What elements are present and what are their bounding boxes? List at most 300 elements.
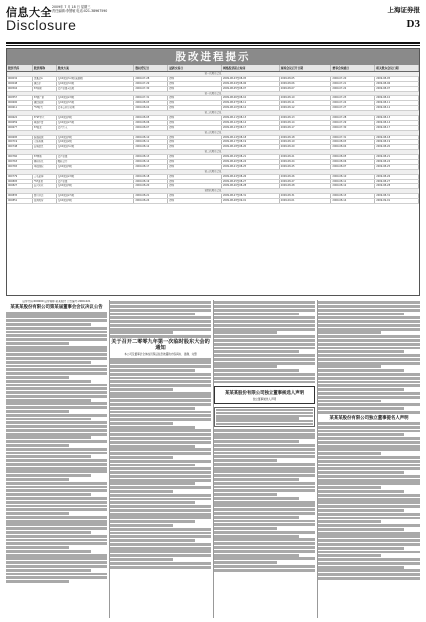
text-line [6,467,107,470]
text-line [110,392,211,395]
table-cell: 2009-08-03 [331,140,375,144]
text-line [110,558,173,561]
masthead-rule-thin [6,45,420,46]
table-cell: 停牌 [168,136,222,140]
table-cell: 2009-07-30 [134,87,168,91]
table-cell: 000760 [7,155,33,159]
text-line [6,433,107,436]
table-cell: 滨海能源 [33,136,57,140]
table-cell: 000032 [7,77,33,81]
announcement-column-2 [110,300,211,618]
text-line [6,470,107,473]
text-line [214,459,277,462]
table-cell: 吸收合并 [57,160,135,164]
table-cell: 2009-08-17 [280,126,332,130]
text-line [110,448,211,451]
table-cell: 2009-08-10 [331,175,375,179]
text-line [318,369,404,372]
text-line [6,448,107,451]
table-cell: 每10股送2.5股 [57,121,135,125]
text-line [214,482,315,485]
table-cell: 资产重组 [57,180,135,184]
table-cell: 停牌 [168,82,222,86]
table-cell: 2009-08-24 [280,160,332,164]
text-line [214,343,315,346]
table-cell: 2009-08-10 [280,96,332,100]
text-line [6,561,107,564]
header-cell: 股权登记日 [134,65,168,71]
text-line [110,418,211,421]
text-line [6,436,91,439]
text-line [6,516,107,519]
text-line [318,433,404,436]
text-line [318,558,420,561]
announcement-column-4 [318,300,420,618]
text-line [214,320,315,323]
body-text [318,301,420,414]
table-cell: 2009-08-18 [134,175,168,179]
text-line [110,524,173,527]
text-line [110,509,211,512]
table-cell: 000611 [7,106,33,110]
text-line [6,402,107,405]
table-cell: 2009-08-06 [134,121,168,125]
table-cell: 2009-08-11至08-13 [222,116,280,120]
table-cell: 2009-08-27 [375,180,419,184]
text-line [110,437,211,440]
text-line [318,448,420,451]
table-cell: 000719 [7,140,33,144]
text-line [318,535,420,538]
text-line [214,542,315,545]
body-text [318,422,420,580]
text-line [214,504,315,507]
text-line [318,569,420,572]
table-cell: 2009-08-10 [134,136,168,140]
announcement-heading: 某某某股份有限公司第某届董事会会议决议公告 [10,305,103,311]
text-line [6,512,69,515]
text-line [214,565,315,568]
group-label: 第三次股东会议 [204,169,222,173]
text-line [318,456,420,459]
text-line [214,561,277,564]
header-cell: 网络投票起止时间 [222,65,280,71]
table-cell: 2009-08-10至08-12 [222,106,280,110]
text-line [214,474,315,477]
text-line [214,369,299,372]
text-line [6,429,107,432]
table-cell: 资产注入 [57,126,135,130]
table-cell: 停牌 [168,160,222,164]
text-line [214,550,315,553]
text-line [6,576,107,579]
table-cell: 2009-08-25 [375,165,419,169]
table-cell: 每10股送3.5股 [57,101,135,105]
table-cell: 000779 [7,175,33,179]
table-cell: 锦州石化 [33,160,57,164]
text-line [110,301,211,304]
text-line [318,528,404,531]
text-line [214,448,315,451]
text-line [110,407,195,410]
table-cell: 2009-08-12 [280,106,332,110]
table-cell: 2009-08-11 [331,180,375,184]
text-line [6,535,107,538]
text-line [110,328,211,331]
header-cell: 现场会议召开日期 [280,65,332,71]
text-line [110,429,211,432]
table-cell: 2009-08-10 [375,96,419,100]
newspaper-name: 上海证券报 [387,6,420,14]
table-cell: 2009-08-14 [134,160,168,164]
text-line [318,464,420,467]
table-cell: 2009-07-28 [331,116,375,120]
text-line [214,440,299,443]
text-line [318,501,420,504]
text-line [318,388,404,391]
text-line [318,573,420,576]
table-cell: 2009-08-07 [134,126,168,130]
announcements-area [6,300,420,618]
table-cell: 2009-08-07 [331,165,375,169]
table-cell: 每10股送3.2股 [57,145,135,149]
text-line [214,497,299,500]
text-line [6,440,107,443]
table-cell: 000659 [7,121,33,125]
text-line [6,455,91,458]
table-cell: 2009-07-24 [331,101,375,105]
table-cell: 2009-07-29 [134,82,168,86]
text-line [110,335,211,338]
table-cell: *ST时代 [33,106,57,110]
announcement-column-3 [214,300,315,618]
table-cell: 2009-08-28 [280,184,332,188]
table-cell: 2009-08-03 [134,101,168,105]
table-cell: 2009-07-30 [331,126,375,130]
table-cell: 资本公积金转增 [57,106,135,110]
text-line [214,381,315,384]
table-cell: 每10股送2.8股 [57,175,135,179]
text-line [318,400,381,403]
table-title: 股改进程提示 [7,49,419,65]
text-line [110,331,173,334]
text-line [110,532,211,535]
table-cell: 000695 [7,136,33,140]
brand-title: 信息大全 [6,6,52,19]
table-cell: 2009-08-12至08-14 [222,121,280,125]
text-line [6,319,107,322]
text-line [6,410,69,413]
text-line [318,486,381,489]
text-line [318,343,420,346]
text-line [110,305,211,308]
text-line [318,365,381,368]
text-line [318,407,404,410]
masthead-meta [52,5,107,13]
text-line [214,335,315,338]
text-line [318,350,404,353]
text-line [214,316,315,319]
text-line [6,546,69,549]
text-line [6,376,69,379]
text-line [6,380,91,383]
table-cell: 2009-08-21至08-25 [222,165,280,169]
text-line [318,445,420,448]
announcement-code: 证券代码:000000 证券简称:某某股份 公告编号:2009-021 [22,300,91,303]
text-line [110,313,195,316]
text-line [318,305,420,308]
text-line [214,508,315,511]
text-line [318,441,420,444]
text-line [6,315,107,318]
table-cell: 2009-08-17至08-19 [222,140,280,144]
table-cell: 2009-08-24 [375,160,419,164]
table-cell: 000748 [7,145,33,149]
text-line [318,309,420,312]
table-cell: 2009-08-14至08-18 [222,136,280,140]
text-line [110,373,211,376]
text-line [214,455,315,458]
text-line [6,342,69,345]
table-cell: 2009-08-31 [375,194,419,198]
page-number: D3 [406,18,420,30]
text-line [214,309,315,312]
text-line [110,513,211,516]
table-body [7,72,419,204]
text-line [110,384,211,387]
text-line [318,494,420,497]
table-cell: 2009-08-25 [280,165,332,169]
table-cell: 2009-08-21 [375,155,419,159]
text-line [110,528,211,531]
text-line [318,479,420,482]
text-line [6,478,69,481]
table-cell: 2009-08-19 [375,140,419,144]
text-line [318,509,404,512]
text-line [318,437,420,440]
text-line [110,471,211,474]
text-line [110,490,173,493]
text-line [318,551,420,554]
text-line [214,516,299,519]
text-line [214,486,315,489]
table-cell: 每10股送2.5股 [57,194,135,198]
text-line [214,444,315,447]
table-cell: 000557 [7,96,33,100]
table-cell: 2009-08-27 [280,180,332,184]
table-cell: 2009-08-14 [331,199,375,203]
table-cell: 2009-07-21 [331,82,375,86]
table-cell: 资产重组 [57,155,135,159]
text-line [214,523,315,526]
table-cell: 2009-08-25至08-27 [222,180,280,184]
text-line [110,433,211,436]
table-cell: 四川圣达 [33,194,57,198]
body-text [110,358,211,569]
table-cell: 康达尔 [33,82,57,86]
header-cell: 董事会沟通日 [331,65,375,71]
text-line [318,331,381,334]
text-line [214,313,299,316]
table-cell: S*ST恒立 [33,116,57,120]
text-line [110,554,211,557]
table-cell: 停牌 [168,194,222,198]
table-cell: 2009-08-05 [331,155,375,159]
table-cell: 停牌 [168,87,222,91]
table-cell: 2009-08-04 [331,145,375,149]
table-cell: 华信国际 [33,165,57,169]
text-line [318,452,381,455]
text-line [318,471,404,474]
text-line [318,422,420,425]
text-line [318,403,420,406]
text-line [214,463,315,466]
text-line [6,459,107,462]
table-cell: 2009-08-04至08-06 [222,82,280,86]
text-line [214,527,277,530]
text-line [214,520,315,523]
table-cell: 每10股送3股 [57,165,135,169]
text-line [110,452,211,455]
text-line [6,391,107,394]
table-cell: 2009-08-06 [280,82,332,86]
table-cell: 2009-08-13 [331,194,375,198]
text-line [318,547,404,550]
table-header [7,65,419,72]
group-label: 第四次股东会议 [204,189,222,193]
text-line [6,486,107,489]
text-line [110,550,211,553]
table-cell: 长兴实业 [33,184,57,188]
table-cell: 2009-08-06 [375,82,419,86]
text-line [214,535,299,538]
table-cell: ST博盈 [33,155,57,159]
text-line [214,554,299,557]
text-line [110,403,211,406]
announcement-subtitle: 独立董事候选人声明 [252,397,277,401]
text-line [6,353,107,356]
table-cell: 大地传媒 [33,140,57,144]
header-cell: 相关股东会议日期 [375,65,419,71]
text-line [6,565,107,568]
table-cell: 000851 [7,199,33,203]
text-line [318,354,420,357]
table-cell: 000048 [7,82,33,86]
text-line [214,512,315,515]
table-cell: 高鸿股份 [33,199,57,203]
text-line [318,381,420,384]
text-line [214,467,315,470]
text-line [6,361,91,364]
text-line [110,358,211,361]
table-cell: 2009-08-07至08-11 [222,101,280,105]
table-cell: 2009-08-06至08-10 [222,96,280,100]
text-line [110,516,211,519]
table-cell: 停牌 [168,121,222,125]
text-line [318,430,420,433]
text-line [110,475,211,478]
text-line [110,520,195,523]
text-line [6,346,107,349]
text-line [6,349,107,352]
text-line [110,562,211,565]
table-cell: 000765 [7,165,33,169]
table-cell: 每10股送3.0股 [57,82,135,86]
text-line [318,532,420,535]
text-line [6,542,107,545]
text-line [110,324,211,327]
table-cell: 2009-08-17 [375,126,419,130]
table-cell: 2009-09-01 [375,199,419,203]
table-cell: 停牌 [168,165,222,169]
group-label: 第三次股东会议 [204,130,222,134]
table-cell: 停牌 [168,116,222,120]
table-cell: 000763 [7,160,33,164]
text-line [214,489,315,492]
text-line [318,554,381,557]
text-line [214,493,277,496]
text-line [6,421,107,424]
text-line [110,361,211,364]
text-line [214,557,315,560]
text-line [214,501,315,504]
text-line [318,539,420,542]
text-line [214,433,315,436]
table-cell: 2009-08-19至08-21 [222,155,280,159]
table-cell: 000600 [7,101,33,105]
text-line [318,467,420,470]
text-line [6,527,107,530]
text-line [318,490,404,493]
text-line [6,368,107,371]
text-line [214,301,315,304]
text-line [318,498,420,501]
table-cell: 2009-08-05 [280,77,332,81]
text-line [318,396,420,399]
text-line [214,305,315,308]
text-line [110,494,211,497]
table-cell: 2009-08-13 [280,116,332,120]
text-line [110,479,211,482]
table-cell: 长城信息 [33,145,57,149]
text-line [110,441,211,444]
text-line [110,426,195,429]
text-line [6,452,107,455]
table-cell: 每10股送3股 [57,116,135,120]
table-cell: 2009-08-18 [280,136,332,140]
table-cell: 停牌 [168,155,222,159]
body-text [215,409,314,425]
table-cell: 珠海中富 [33,121,57,125]
text-line [214,339,315,342]
text-line [110,460,211,463]
table-cell: 三毛派神 [33,175,57,179]
announcement-subtitle: 本公司及董事会全体成员保证信息披露的内容真实、准确、完整 [124,353,197,357]
table-cell: 2009-08-03至08-05 [222,77,280,81]
text-line [110,543,211,546]
text-line [110,445,195,448]
text-line [318,566,404,569]
table-cell: 2009-08-07 [280,87,332,91]
text-line [6,523,107,526]
text-line [318,384,420,387]
text-line [318,543,420,546]
table-cell: ST海龙 [33,126,57,130]
table-cell: 停牌 [168,145,222,149]
table-cell: 停牌 [168,184,222,188]
text-line [214,331,277,334]
table-cell: 2009-07-29 [331,121,375,125]
